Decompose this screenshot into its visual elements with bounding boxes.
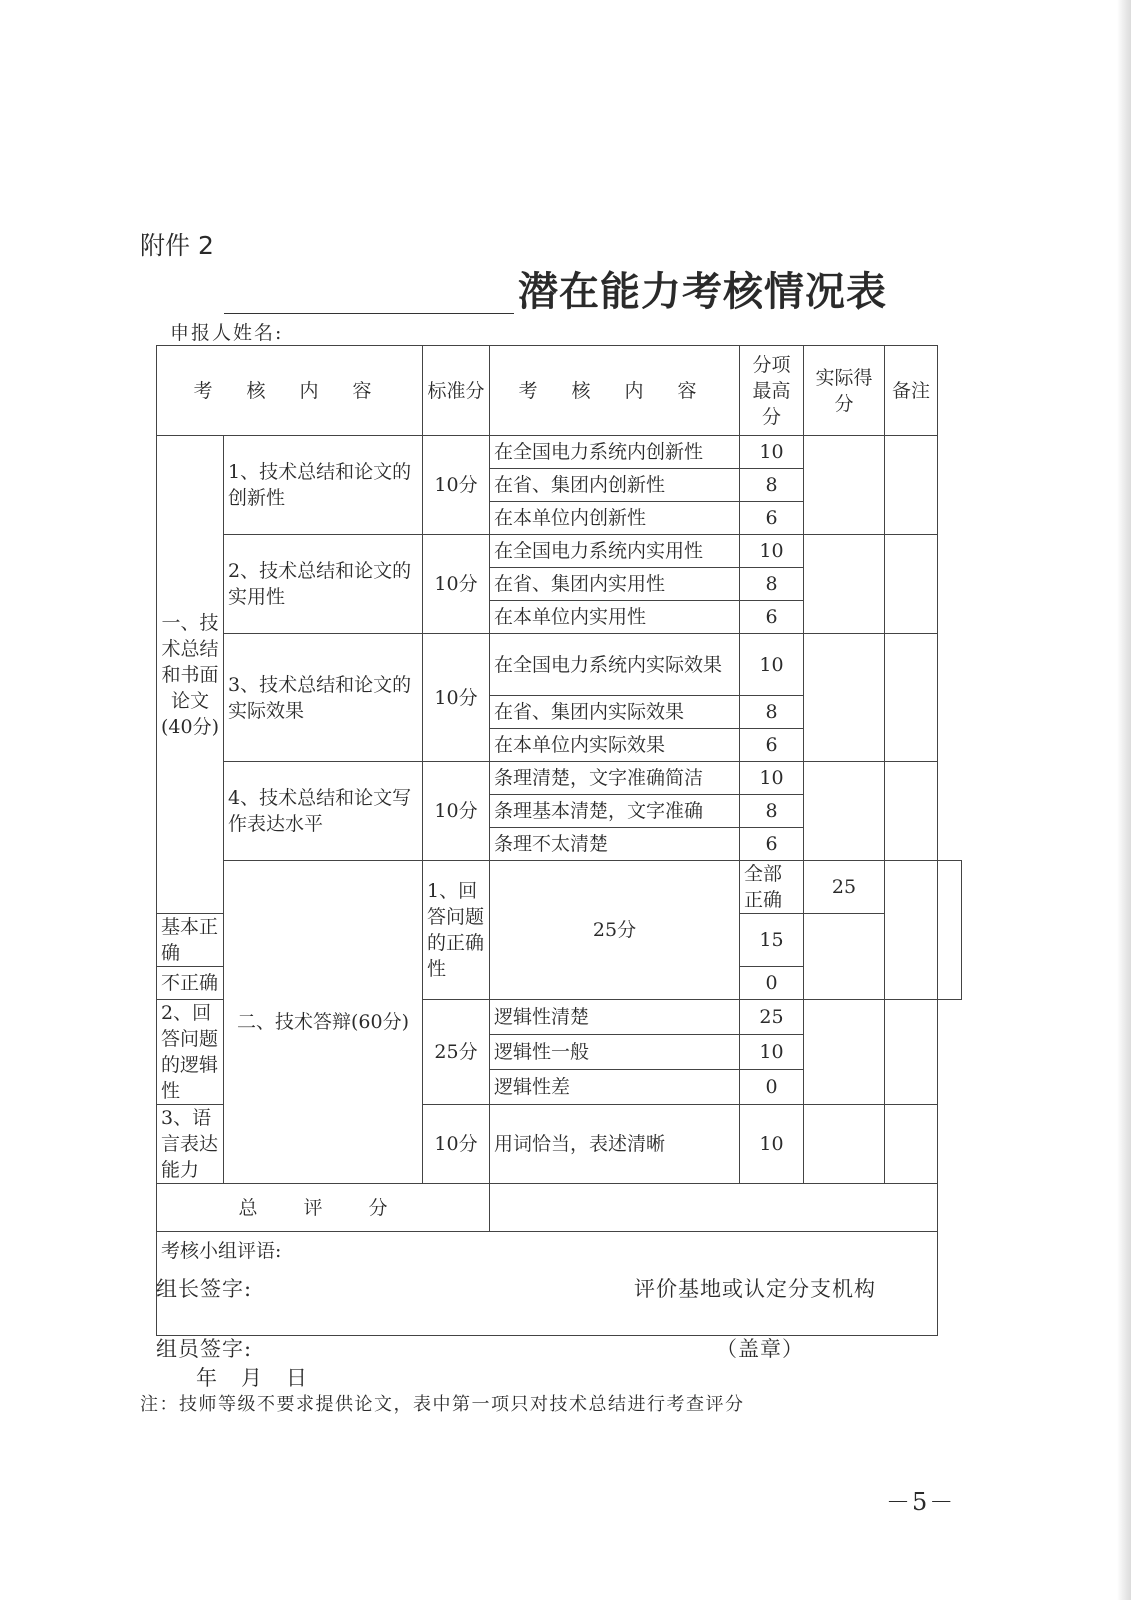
criterion-max: 8 [740,795,804,828]
leader-sign-label: 组长签字: [156,1277,253,1301]
item-score: 10分 [423,535,490,634]
item-score: 10分 [423,1105,490,1184]
section-label: 一、技术总结和书面论文(40分) [157,436,224,914]
remark-cell[interactable] [885,436,938,535]
item-name: 3、语言表达能力 [157,1105,224,1184]
actual-score-cell[interactable] [804,762,885,861]
attachment-label: 附件 2 [140,231,214,260]
criterion-max: 8 [740,469,804,502]
criterion-text: 在本单位内实用性 [490,601,740,634]
criterion-max: 10 [740,436,804,469]
actual-score-cell[interactable] [804,634,885,762]
remark-cell[interactable] [885,1105,938,1184]
criterion-text: 全部正确 [740,861,804,914]
remark-cell[interactable] [885,762,938,861]
criterion-max: 10 [740,762,804,795]
criterion-text: 基本正确 [157,914,224,967]
criterion-max: 8 [740,568,804,601]
item-score: 25分 [423,1000,490,1105]
footnote: 注：技师等级不要求提供论文，表中第一项只对技术总结进行考查评分 [140,1394,745,1415]
institution-label: 评价基地或认定分支机构 [634,1277,876,1301]
actual-score-cell[interactable] [885,861,938,1000]
seal-label: （盖章） [716,1337,804,1361]
criterion-text: 条理不太清楚 [490,828,740,861]
header-row [157,346,962,436]
criterion-text: 在本单位内实际效果 [490,729,740,762]
total-row [157,1184,962,1232]
criterion-max: 10 [740,1035,804,1070]
page-number: －5－ [886,1488,956,1516]
comment-label[interactable]: 考核小组评语: [157,1232,938,1336]
remark-cell[interactable] [938,861,962,1000]
total-label: 总 评 分 [157,1184,490,1232]
criterion-text: 在省、集团内创新性 [490,469,740,502]
criterion-text: 在省、集团内实际效果 [490,696,740,729]
criterion-text: 在全国电力系统内实用性 [490,535,740,568]
header-content: 考 核 内 容 [157,346,423,436]
criterion-max: 15 [740,914,804,967]
criterion-max: 0 [740,1070,804,1105]
criterion-max: 6 [740,601,804,634]
item-name: 1、回答问题的正确性 [423,861,490,1000]
criterion-text: 逻辑性一般 [490,1035,740,1070]
remark-cell[interactable] [885,535,938,634]
item-name: 3、技术总结和论文的实际效果 [224,634,423,762]
criterion-max: 25 [804,861,885,914]
criterion-text: 条理清楚，文字准确简洁 [490,762,740,795]
header-standard: 标准分 [423,346,490,436]
assessment-table [156,345,962,1336]
criterion-max: 25 [740,1000,804,1035]
section-label: 二、技术答辩(60分) [224,861,423,1184]
item-name: 4、技术总结和论文写作表达水平 [224,762,423,861]
actual-score-cell[interactable] [804,1105,885,1184]
remark-cell[interactable] [885,634,938,762]
criterion-max: 10 [740,1105,804,1184]
criterion-max: 6 [740,502,804,535]
criterion-max: 6 [740,828,804,861]
table-row [157,634,962,696]
criterion-max: 10 [740,535,804,568]
item-name: 2、技术总结和论文的实用性 [224,535,423,634]
criterion-max: 6 [740,729,804,762]
item-name: 1、技术总结和论文的创新性 [224,436,423,535]
criterion-text: 条理基本清楚，文字准确 [490,795,740,828]
item-score: 10分 [423,762,490,861]
header-actual: 实际得分 [804,346,885,436]
actual-score-cell[interactable] [804,535,885,634]
criterion-text: 在全国电力系统内创新性 [490,436,740,469]
table-row [157,861,962,914]
criterion-text: 在本单位内创新性 [490,502,740,535]
item-score: 25分 [490,861,740,1000]
actual-score-cell[interactable] [804,1000,885,1105]
criterion-text: 在省、集团内实用性 [490,568,740,601]
date-line: 年 月 日 [196,1366,309,1390]
actual-score-cell[interactable] [804,436,885,535]
criterion-max: 0 [740,967,804,1000]
header-detail: 考 核 内 容 [490,346,740,436]
table-row [157,436,962,469]
item-name: 2、回答问题的逻辑性 [157,1000,224,1105]
table-row [157,762,962,795]
criterion-text: 用词恰当，表述清晰 [490,1105,740,1184]
header-max: 分项最高分 [740,346,804,436]
header-remark: 备注 [885,346,938,436]
page-title: 潜在能力考核情况表 [518,269,887,315]
table-row [157,535,962,568]
member-sign-label: 组员签字: [156,1337,253,1361]
scan-edge [1117,0,1131,1600]
applicant-label: 申报人姓名: [170,322,284,344]
criterion-text: 逻辑性差 [490,1070,740,1105]
total-value-cell[interactable] [490,1184,938,1232]
criterion-max: 10 [740,634,804,696]
criterion-text: 不正确 [157,967,224,1000]
criterion-max: 8 [740,696,804,729]
name-blank-line [224,313,514,314]
criterion-text: 逻辑性清楚 [490,1000,740,1035]
item-score: 10分 [423,436,490,535]
remark-cell[interactable] [885,1000,938,1105]
criterion-text: 在全国电力系统内实际效果 [490,634,740,696]
item-score: 10分 [423,634,490,762]
